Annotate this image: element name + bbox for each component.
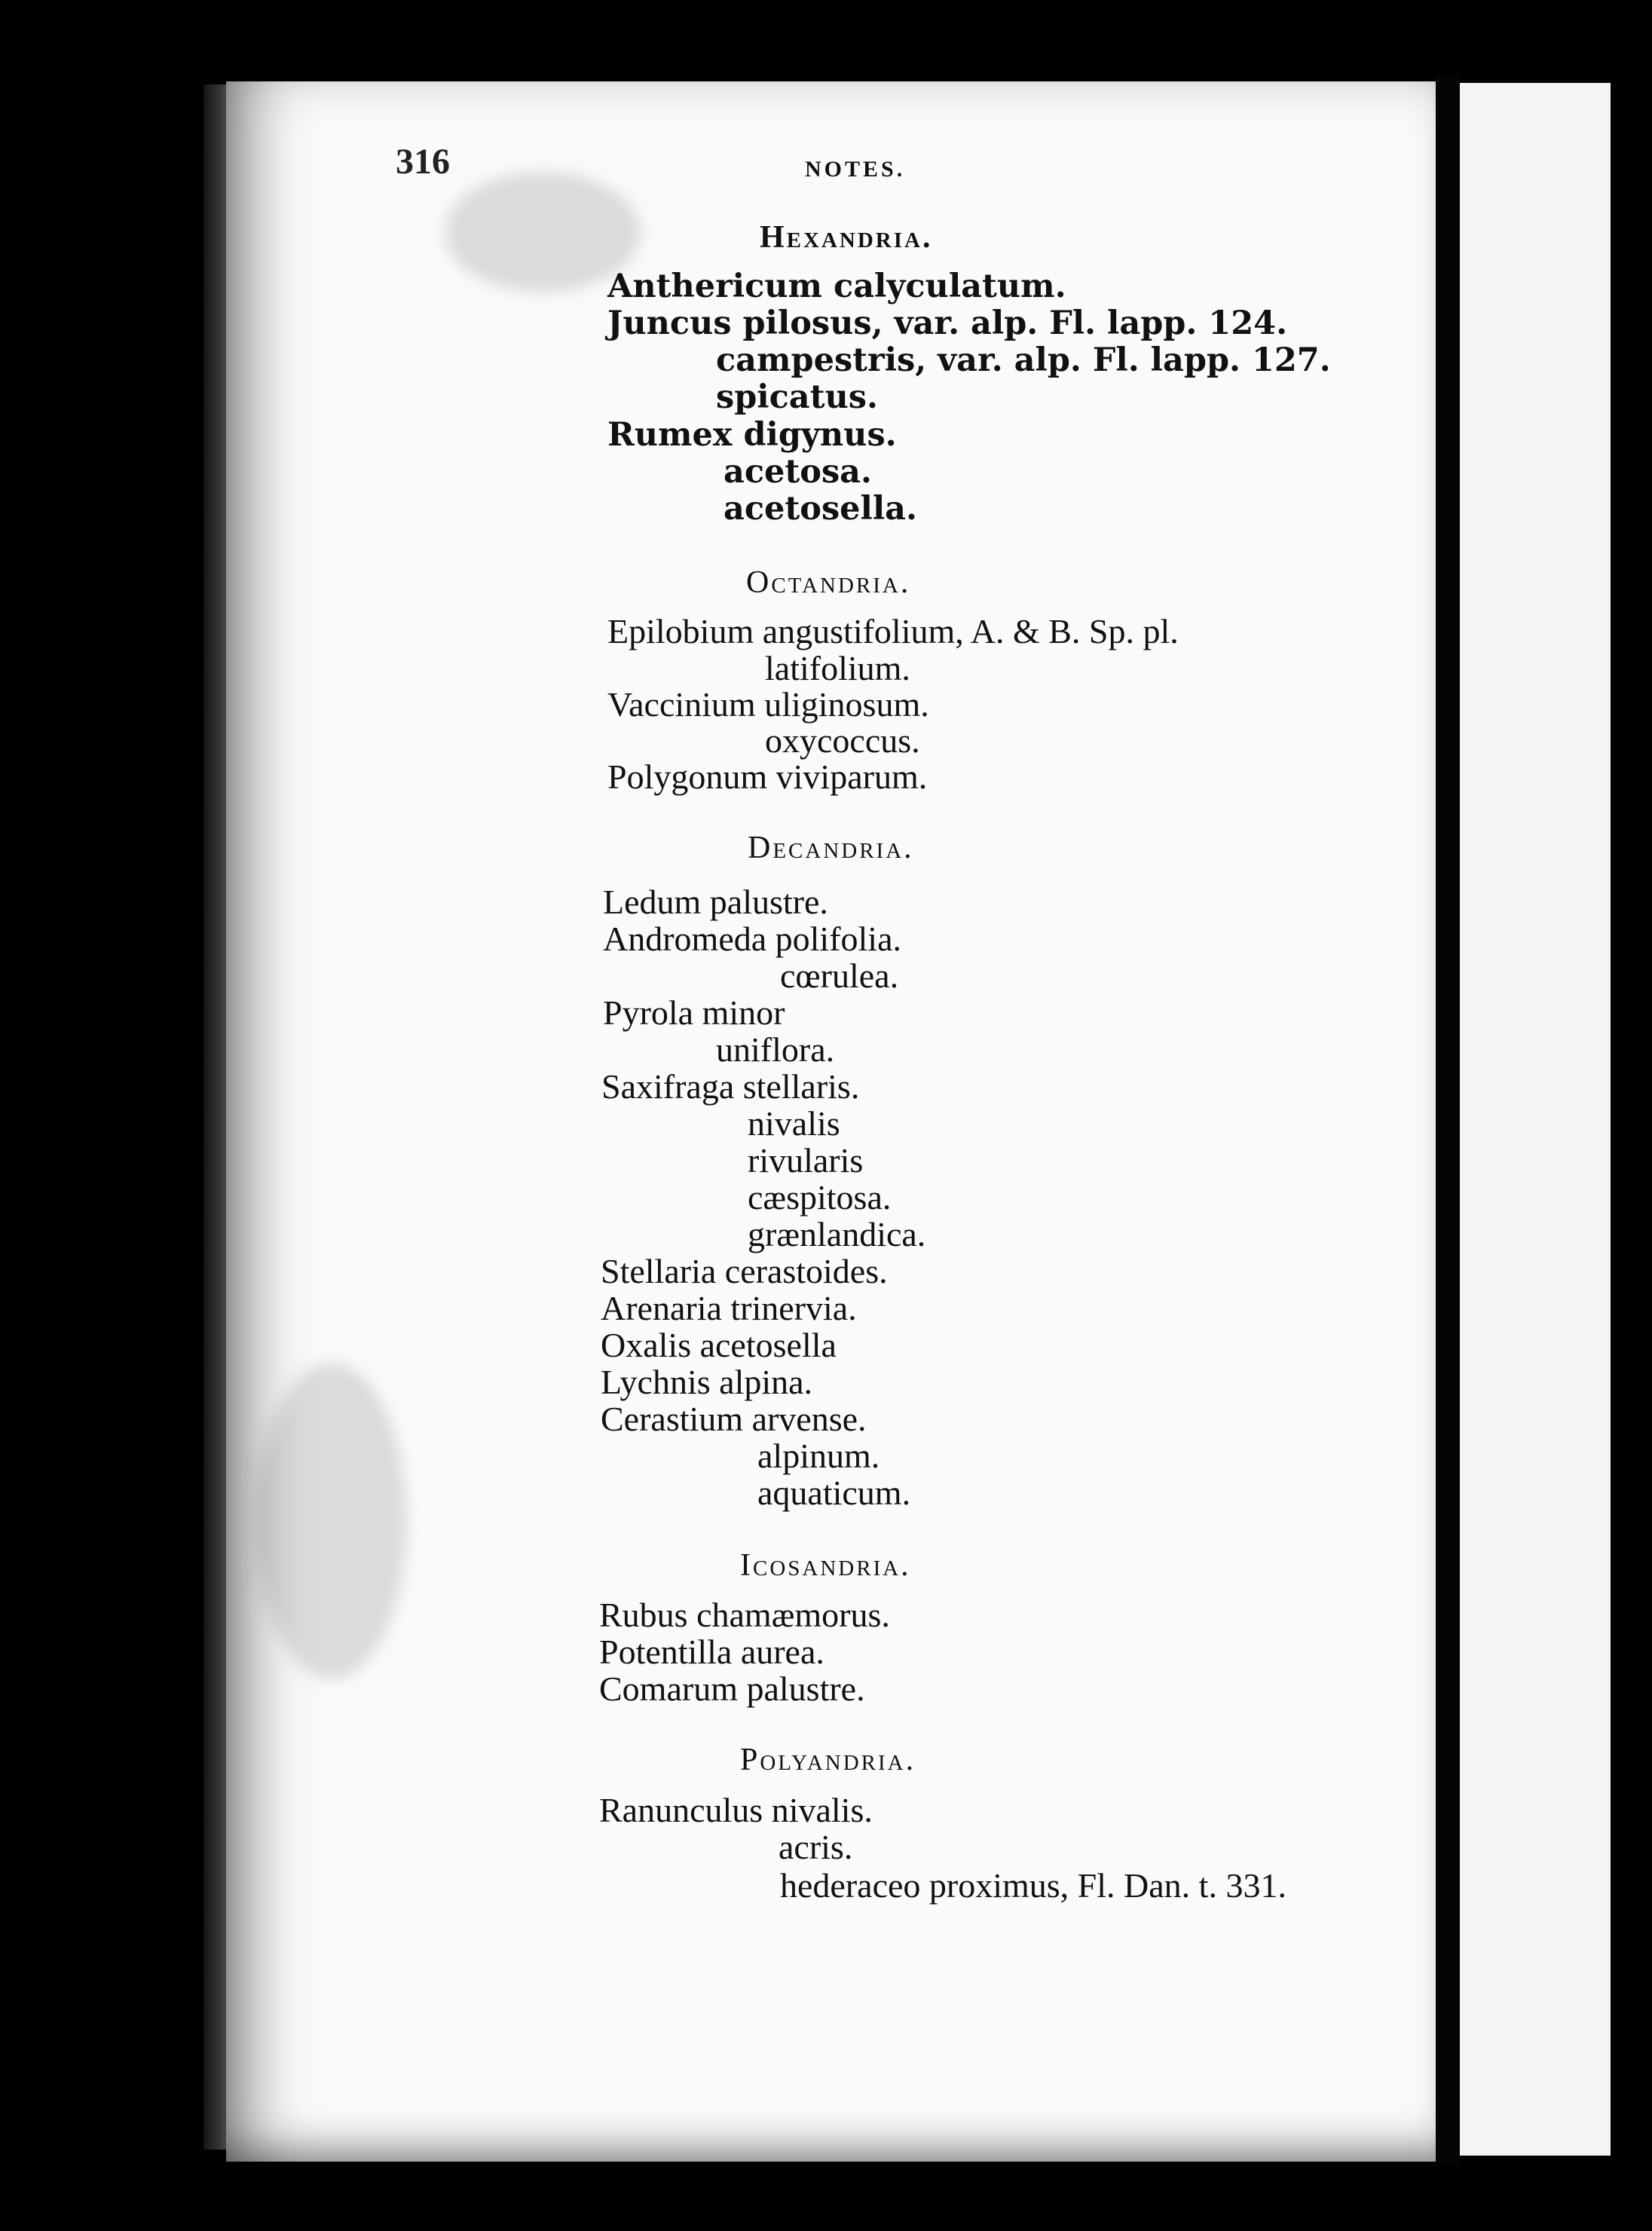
ink-smudge (256, 1363, 407, 1679)
species-line: Anthericum calyculatum. (607, 268, 1066, 305)
section-heading-polyandria: Polyandria. (740, 1743, 916, 1777)
species-line: alpinum. (757, 1437, 880, 1475)
species-line: Polygonum viviparum. (607, 757, 928, 796)
species-line: oxycoccus. (765, 721, 920, 760)
page-number: 316 (396, 142, 450, 182)
species-line: Rubus chamæmorus. (599, 1596, 890, 1634)
facing-page (1460, 83, 1611, 2156)
species-line: acetosa. (724, 453, 872, 491)
species-line: Andromeda polifolia. (603, 920, 902, 958)
species-line: Cerastium arvense. (601, 1400, 867, 1438)
section-heading-octandria: Octandria. (746, 565, 911, 600)
species-line: spicatus. (716, 378, 878, 416)
species-line: aquaticum. (757, 1474, 911, 1512)
species-line: Rumex digynus. (607, 416, 897, 454)
species-line: Ledum palustre. (603, 883, 828, 921)
species-line: campestris, var. alp. Fl. lapp. 127. (716, 341, 1331, 379)
species-line: Arenaria trinervia. (601, 1289, 857, 1327)
species-line: hederaceo proximus, Fl. Dan. t. 331. (780, 1866, 1286, 1905)
species-line: rivularis (748, 1141, 864, 1180)
species-line: Juncus pilosus, var. alp. Fl. lapp. 124. (607, 305, 1288, 342)
section-heading-decandria: Decandria. (748, 831, 914, 865)
species-line: Comarum palustre. (599, 1669, 865, 1708)
species-line: Epilobium angustifolium, A. & B. Sp. pl. (607, 612, 1179, 650)
species-line: Oxalis acetosella (601, 1326, 837, 1364)
section-heading-icosandria: Icosandria. (740, 1548, 911, 1583)
species-line: Lychnis alpina. (601, 1363, 813, 1401)
species-line: Saxifraga stellaris. (601, 1067, 860, 1106)
species-line: Stellaria cerastoides. (601, 1252, 888, 1290)
species-line: Pyrola minor (603, 993, 785, 1032)
running-title: NOTES. (805, 157, 906, 182)
section-heading-hexandria: Hexandria. (760, 220, 933, 255)
species-line: Ranunculus nivalis. (599, 1791, 873, 1829)
species-line: cæspitosa. (748, 1178, 892, 1216)
species-line: Potentilla aurea. (599, 1633, 824, 1671)
species-line: uniflora. (716, 1030, 835, 1069)
species-line: latifolium. (765, 649, 910, 687)
species-line: cœrulea. (780, 956, 899, 995)
species-line: nivalis (748, 1104, 840, 1143)
book-gutter (1436, 75, 1460, 2163)
species-line: acetosella. (724, 490, 918, 528)
species-line: Vaccinium uliginosum. (607, 685, 929, 724)
species-line: acris. (779, 1828, 853, 1866)
species-line: grænlandica. (748, 1215, 926, 1253)
